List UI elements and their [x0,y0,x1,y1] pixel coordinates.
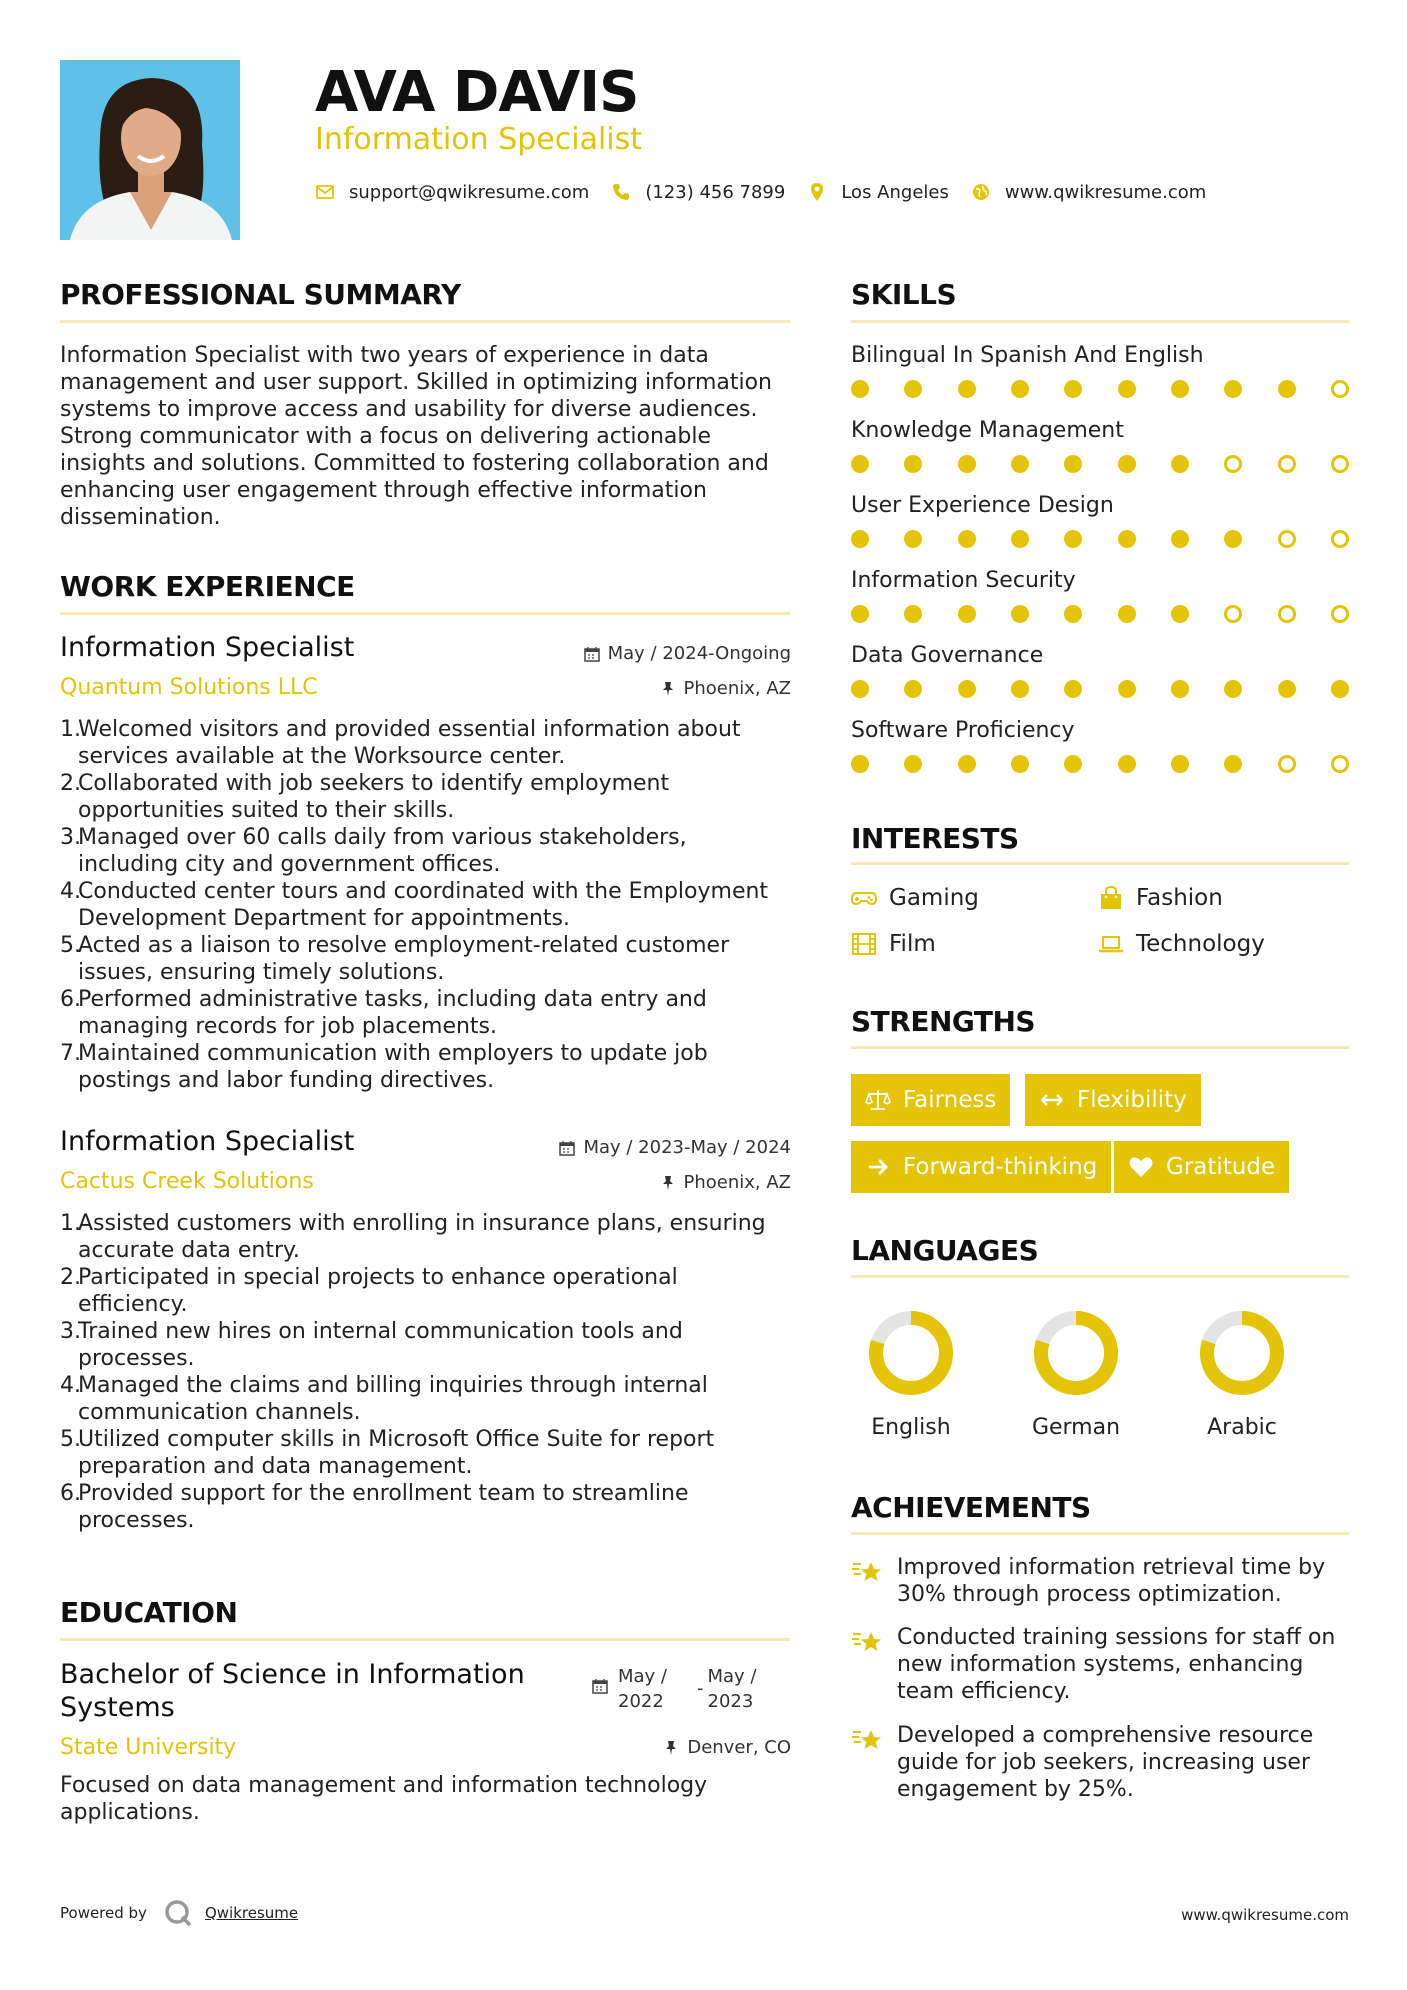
envelope-icon [315,182,335,202]
pushpin-icon [660,1175,676,1191]
job-location [660,677,792,701]
rating-dot-filled [1278,380,1296,398]
summary-heading: PROFESSIONAL SUMMARY [60,278,461,311]
rating-dot-filled [1278,680,1296,698]
contact-phone[interactable] [611,182,785,203]
achievement-text: Improved information retrieval time by 30% through process optimization. [897,1555,1326,1607]
date-line: May / [707,1666,757,1687]
summary-text: Information Specialist with two years of experience in data management and user support. Skilled in optimizing information systems to improve access and usability for diverse audiences. Strong communicator with a focus on delivering actionable insights and solutions. Committed to fostering collaboration and enhancing user engagement through effective information dissemination. [60,343,773,530]
gamepad-icon [851,885,877,911]
interest-item-film [851,930,936,958]
strengths-heading: STRENGTHS [851,1005,1036,1038]
contact-email[interactable] [315,182,589,203]
skills-divider [851,320,1349,323]
language-donut [866,1308,956,1398]
rating-dot-filled [851,380,869,398]
shooting-star-icon [851,1724,883,1756]
degree-title [60,1658,580,1724]
skill-rating [851,455,1349,475]
rating-dot-filled [1224,755,1242,773]
school-name: State University [60,1735,237,1760]
arrows-horizontal-icon [1039,1087,1065,1113]
rating-dot-filled [1224,380,1242,398]
rating-dot-filled [1011,680,1029,698]
rating-dot-filled [1171,680,1189,698]
profile-photo [60,60,240,240]
rating-dot-filled [958,455,976,473]
laptop-icon [1098,931,1124,957]
footer-website[interactable]: www.qwikresume.com [1181,1906,1349,1924]
pushpin-icon [663,1740,679,1756]
job-location-text: Phoenix, AZ [683,678,791,699]
rating-dot-filled [958,680,976,698]
skill-name: Knowledge Management [851,418,1124,443]
education-dates [592,1664,757,1714]
profile-photo-illustration [60,60,240,240]
skill-rating [851,530,1349,550]
rating-dot-filled [1171,530,1189,548]
rating-dot-filled [1171,380,1189,398]
candidate-name: AVA DAVIS [315,60,639,125]
rating-dot-filled [1064,455,1082,473]
language-donut [1031,1308,1121,1398]
achievement-item [851,1624,1351,1705]
rating-dot-filled [1011,380,1029,398]
contact-website[interactable] [971,182,1206,203]
strength-label: Fairness [903,1087,997,1113]
job-title: Information Specialist [60,632,355,663]
rating-dot-filled [1011,755,1029,773]
powered-by-label: Powered by [60,1904,147,1922]
calendar-icon [584,646,600,662]
job-bullet-list [60,716,790,1094]
phone-icon [611,182,631,202]
list-item: 5. Acted as a liaison to resolve employment-related customer issues, ensuring timely solutions. [60,933,730,985]
rating-dot-empty [1278,755,1296,773]
skill-rating [851,755,1349,775]
rating-dot-filled [1064,680,1082,698]
list-item: 6. Provided support for the enrollment team to streamline processes. [60,1481,689,1533]
rating-dot-empty [1278,605,1296,623]
rating-dot-filled [1118,605,1136,623]
candidate-title: Information Specialist [315,122,643,157]
strength-label: Flexibility [1077,1087,1187,1113]
rating-dot-filled [958,530,976,548]
skill-rating [851,605,1349,625]
job-dates [584,642,791,666]
heart-icon [1128,1154,1154,1180]
rating-dot-empty [1331,755,1349,773]
achievement-item [851,1722,1351,1803]
date-line: May / [618,1666,667,1687]
list-item: 5. Utilized computer skills in Microsoft Office Suite for report preparation and data management. [60,1427,715,1479]
contact-location [807,182,949,203]
footer-powered-by [60,1898,298,1928]
skill-name: Software Proficiency [851,718,1075,743]
rating-dot-filled [1011,530,1029,548]
rating-dot-filled [1064,530,1082,548]
rating-dot-filled [1171,455,1189,473]
rating-dot-filled [904,530,922,548]
interests-heading: INTERESTS [851,822,1019,855]
rating-dot-empty [1278,530,1296,548]
skill-name: Data Governance [851,643,1044,668]
rating-dot-empty [1278,455,1296,473]
list-item: 4. Conducted center tours and coordinated with the Employment Development Department for appointments. [60,879,769,931]
language-item [1187,1308,1297,1442]
film-icon [851,931,877,957]
rating-dot-empty [1224,455,1242,473]
list-item: 2. Participated in special projects to enhance operational efficiency. [60,1265,678,1317]
rating-dot-filled [904,605,922,623]
interest-item-technology [1098,930,1265,958]
rating-dot-filled [1118,455,1136,473]
list-item: 4. Managed the claims and billing inquiries through internal communication channels. [60,1373,708,1425]
rating-dot-empty [1331,380,1349,398]
achievement-text: Conducted training sessions for staff on new information systems, enhancing team efficiency. [897,1625,1336,1704]
rating-dot-filled [904,455,922,473]
contact-location-text: Los Angeles [841,181,949,203]
education-start-date [618,1664,667,1714]
rating-dot-empty [1331,455,1349,473]
strength-badge-fairness [851,1074,1010,1126]
job-location-text: Phoenix, AZ [683,1172,791,1193]
language-item [1021,1308,1131,1442]
skill-name: User Experience Design [851,493,1114,518]
rating-dot-filled [851,530,869,548]
rating-dot-filled [851,755,869,773]
rating-dot-filled [1224,530,1242,548]
education-end-date [708,1664,757,1714]
interest-label: Gaming [889,885,979,911]
strength-badge-gratitude [1114,1141,1289,1193]
strengths-divider [851,1046,1349,1049]
interest-label: Fashion [1136,885,1223,911]
list-item: 6. Performed administrative tasks, including data entry and managing records for job placements. [60,987,707,1039]
rating-dot-filled [958,380,976,398]
list-item: 7. Maintained communication with employers to update job postings and labor funding directives. [60,1041,708,1093]
list-item: 2. Collaborated with job seekers to identify employment opportunities suited to their skills. [60,771,670,823]
skill-name: Information Security [851,568,1076,593]
shooting-star-icon [851,1626,883,1658]
pushpin-icon [660,681,676,697]
globe-icon [971,182,991,202]
education-location [663,1736,791,1760]
date-line: 2022 [618,1691,664,1712]
job-dates-text: May / 2023-May / 2024 [583,1137,791,1158]
achievement-text: Developed a comprehensive resource guide for job seekers, increasing user engagement by 25%. [897,1723,1314,1802]
rating-dot-filled [1118,380,1136,398]
list-item: 1. Assisted customers with enrolling in insurance plans, ensuring accurate data entry. [60,1211,766,1263]
shooting-star-icon [851,1556,883,1588]
rating-dot-filled [1171,605,1189,623]
job-dates [559,1136,791,1160]
list-item: 1. Welcomed visitors and provided essential information about services available at the Worksource center. [60,717,741,769]
calendar-icon [559,1140,575,1156]
strength-label: Forward-thinking [903,1154,1098,1180]
arrow-right-icon [865,1154,891,1180]
rating-dot-filled [1118,530,1136,548]
rating-dot-filled [958,605,976,623]
calendar-icon [592,1678,608,1694]
skill-rating [851,380,1349,400]
rating-dot-filled [1118,755,1136,773]
rating-dot-filled [851,455,869,473]
experience-heading: WORK EXPERIENCE [60,570,355,603]
job-bullet-list [60,1210,790,1534]
rating-dot-filled [1064,380,1082,398]
qwikresume-logo-icon [163,1898,193,1928]
interest-label: Technology [1136,931,1265,957]
contact-website-text: www.qwikresume.com [1004,181,1207,203]
language-item [856,1308,966,1442]
achievement-item [851,1554,1351,1608]
rating-dot-filled [904,380,922,398]
rating-dot-filled [1331,680,1349,698]
company-name: Quantum Solutions LLC [60,675,318,700]
education-description: Focused on data management and information technology applications. [60,1773,708,1825]
interest-label: Film [889,931,936,957]
language-name: Arabic [1207,1415,1277,1440]
balance-scale-icon [865,1087,891,1113]
strength-badge-flexibility [1025,1074,1201,1126]
date-separator: - [697,1678,704,1699]
language-name: English [871,1415,951,1440]
job-title: Information Specialist [60,1126,355,1157]
rating-dot-filled [904,755,922,773]
contact-bar [315,178,1228,206]
degree-title-line: Bachelor of Science in Information [60,1659,525,1690]
company-name: Cactus Creek Solutions [60,1169,314,1194]
summary-divider [60,320,790,323]
rating-dot-filled [958,755,976,773]
date-line: 2023 [707,1691,754,1712]
job-location [660,1171,792,1195]
rating-dot-filled [1171,755,1189,773]
rating-dot-filled [1011,455,1029,473]
rating-dot-filled [1224,680,1242,698]
skills-heading: SKILLS [851,278,957,311]
language-donut [1197,1308,1287,1398]
degree-title-line: Systems [60,1692,175,1723]
list-item: 3. Trained new hires on internal communication tools and processes. [60,1319,683,1371]
rating-dot-empty [1331,530,1349,548]
language-name: German [1031,1415,1121,1440]
rating-dot-filled [904,680,922,698]
map-pin-icon [807,182,827,202]
job-dates-text: May / 2024-Ongoing [607,643,791,664]
rating-dot-empty [1331,605,1349,623]
strength-label: Gratitude [1166,1154,1276,1180]
achievements-divider [851,1532,1349,1535]
rating-dot-empty [1224,605,1242,623]
languages-divider [851,1275,1349,1278]
interests-divider [851,862,1349,865]
education-divider [60,1638,790,1641]
contact-email-text: support@qwikresume.com [349,181,590,203]
languages-heading: LANGUAGES [851,1234,1039,1267]
qwikresume-link[interactable]: Qwikresume [204,1904,299,1922]
experience-divider [60,612,790,615]
contact-phone-text: (123) 456 7899 [645,181,786,203]
achievements-heading: ACHIEVEMENTS [851,1491,1091,1524]
rating-dot-filled [851,680,869,698]
skill-rating [851,680,1349,700]
education-heading: EDUCATION [60,1596,238,1629]
shopping-bag-icon [1098,885,1124,911]
rating-dot-filled [1064,605,1082,623]
interest-item-fashion [1098,884,1223,912]
skill-name: Bilingual In Spanish And English [851,343,1204,368]
rating-dot-filled [1118,680,1136,698]
education-location-text: Denver, CO [687,1737,791,1758]
interest-item-gaming [851,884,979,912]
rating-dot-filled [1064,755,1082,773]
rating-dot-filled [851,605,869,623]
strength-badge-forward-thinking [851,1141,1111,1193]
list-item: 3. Managed over 60 calls daily from various stakeholders, including city and government offices. [60,825,687,877]
rating-dot-filled [1011,605,1029,623]
